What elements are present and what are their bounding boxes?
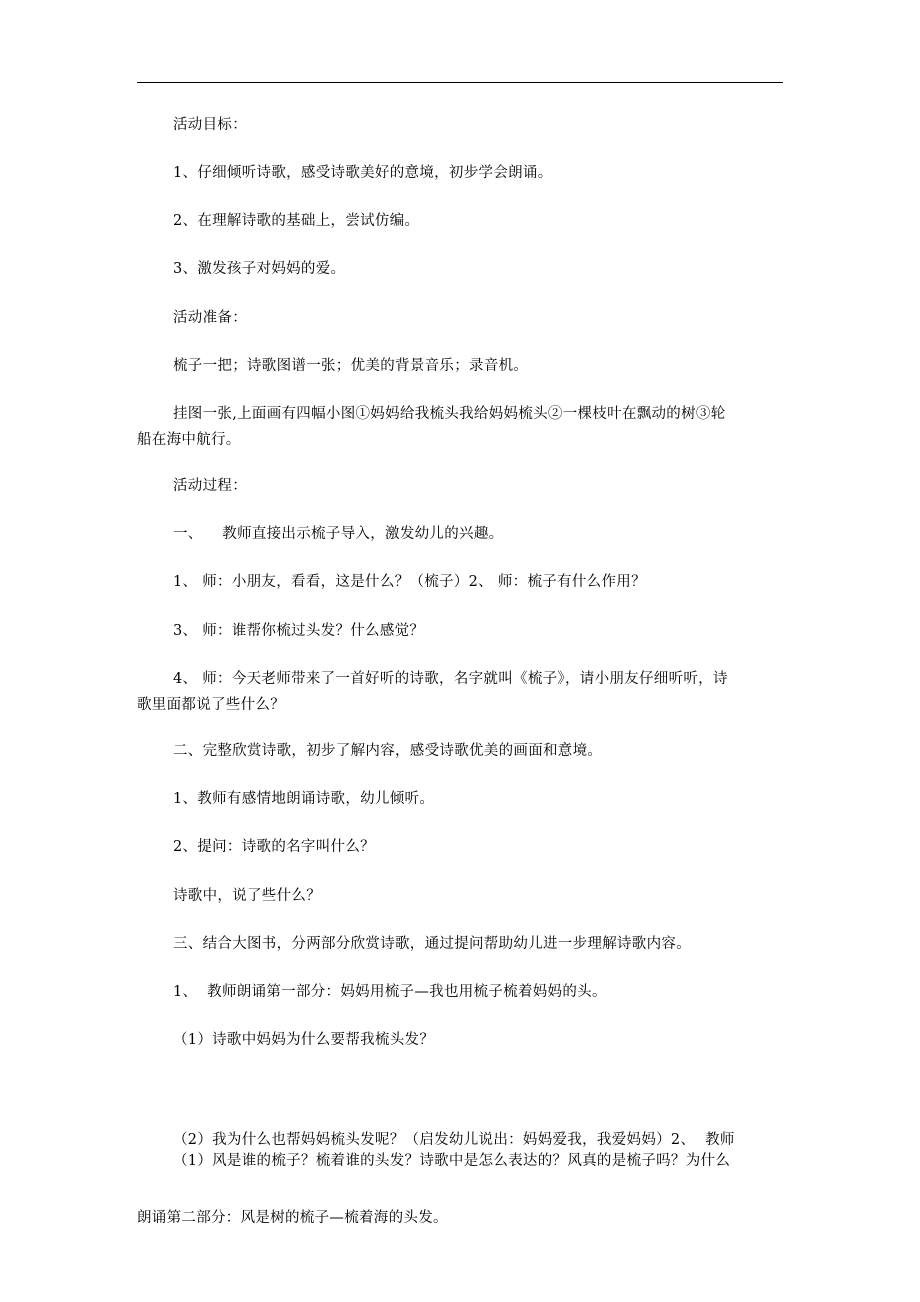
process-step-1-q4-line2: 歌里面都说了些什么？ xyxy=(137,697,285,713)
process-step-2-item-2-followup: 诗歌中，说了些什么？ xyxy=(173,888,321,904)
process-step-1-q4 xyxy=(137,666,785,718)
process-step-3-part-1-q2-line1: （2）我为什么也帮妈妈梳头发呢？（启发幼儿说出：妈妈爱我，我爱妈妈）2、 教师 xyxy=(173,1132,735,1148)
process-step-1-q4-line1: 4、 师：今天老师带来了一首好听的诗歌，名字就叫《梳子》，请小朋友仔细听听，诗 xyxy=(173,671,728,687)
preparation-wallchart xyxy=(137,401,785,453)
goal-item-1: 1、仔细倾听诗歌，感受诗歌美好的意境，初步学会朗诵。 xyxy=(173,165,553,181)
section-heading-process: 活动过程： xyxy=(173,478,247,494)
section-heading-goals: 活动目标： xyxy=(173,117,247,133)
process-step-3-part-1: 1、 教师朗诵第一部分：妈妈用梳子—我也用梳子梳着妈妈的头。 xyxy=(173,984,607,1000)
header-rule xyxy=(137,82,783,83)
preparation-wallchart-line1: 挂图一张,上面画有四幅小图①妈妈给我梳头我给妈妈梳头②一棵枝叶在飘动的树③轮 xyxy=(173,406,726,422)
process-step-1: 一、 教师直接出示梳子导入，激发幼儿的兴趣。 xyxy=(173,526,504,542)
process-step-3-part-2-q1: （1）风是谁的梳子？梳着谁的头发？诗歌中是怎么表达的？风真的是梳子吗？为什么 xyxy=(173,1153,731,1169)
process-step-1-q3: 3、 师：谁帮你梳过头发？什么感觉？ xyxy=(173,623,425,639)
process-step-2-item-2: 2、提问：诗歌的名字叫什么？ xyxy=(173,839,375,855)
process-step-2-item-1: 1、教师有感情地朗诵诗歌，幼儿倾听。 xyxy=(173,791,435,807)
process-step-3-part-1-q2-line2: 朗诵第二部分：风是树的梳子—梳着海的头发。 xyxy=(137,1210,448,1226)
section-heading-preparation: 活动准备： xyxy=(173,310,247,326)
process-step-3: 三、结合大图书，分两部分欣赏诗歌，通过提问帮助幼儿进一步理解诗歌内容。 xyxy=(173,936,691,952)
process-step-3-part-1-q1: （1）诗歌中妈妈为什么要帮我梳头发？ xyxy=(173,1032,435,1048)
preparation-materials: 梳子一把；诗歌图谱一张；优美的背景音乐；录音机。 xyxy=(173,358,529,374)
preparation-wallchart-line2: 船在海中航行。 xyxy=(137,432,241,448)
goal-item-2: 2、在理解诗歌的基础上，尝试仿编。 xyxy=(173,213,420,229)
process-step-3-part-1-q2 xyxy=(137,1075,785,1283)
process-step-1-q1-q2: 1、 师：小朋友，看看，这是什么？（梳子）2、 师：梳子有什么作用？ xyxy=(173,574,646,590)
process-step-2: 二、完整欣赏诗歌，初步了解内容，感受诗歌优美的画面和意境。 xyxy=(173,743,603,759)
goal-item-3: 3、激发孩子对妈妈的爱。 xyxy=(173,261,346,277)
